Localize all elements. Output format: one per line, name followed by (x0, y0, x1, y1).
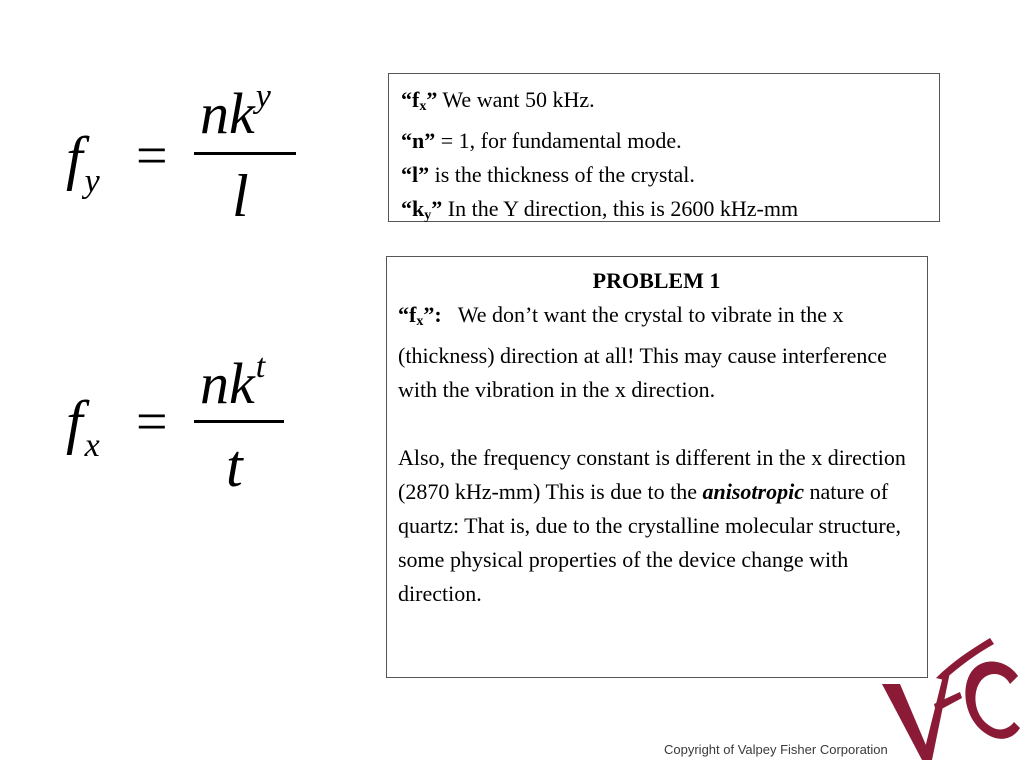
copyright-footer: Copyright of Valpey Fisher Corporation (664, 742, 888, 757)
equation-fy-equals: = (136, 125, 168, 187)
equation-fx-denominator: t (226, 433, 243, 499)
equation-fy-lhs: $f_y$ (66, 125, 100, 200)
definition-n: “n” = 1, for fundamental mode. (401, 128, 682, 153)
problem-paragraph-1: “$f_x$”: We don’t want the crystal to vibrate in the x (thickness) direction at all! This may cause interference with the vibration in the x direction. (398, 302, 893, 402)
problem-box (386, 256, 928, 678)
equation-fy-numerator-subscript: y (255, 78, 271, 115)
equation-fy-denominator: l (232, 163, 249, 229)
definition-l: “l” is the thickness of the crystal. (401, 162, 695, 187)
equation-fy-lhs-subscript: y (84, 163, 100, 200)
valpey-fisher-logo-icon (878, 632, 1024, 762)
equation-fx-lhs-subscript: x (84, 427, 100, 464)
equation-fx-fraction-bar (194, 420, 284, 423)
equation-fx-equals: = (136, 391, 168, 453)
equation-fx-numerator-subscript: t (255, 348, 266, 385)
equation-fx-numerator: $nk_t$ (200, 348, 266, 416)
definition-fx: “$f_x$” We want 50 kHz. (401, 87, 595, 114)
equation-fy-numerator: $nk_y$ (200, 78, 271, 146)
definitions-box (388, 73, 940, 222)
equation-fx (0, 0, 320, 520)
problem-paragraph-2: Also, the frequency constant is different in the x direction (2870 kHz-mm) This is due to the anisotropic nature of quartz: That is, due to the crystalline molecular structure, some physical properties of the device change with direction. (398, 445, 906, 606)
definition-ky: “$k_y$” In the Y direction, this is 2600 kHz-mm (401, 196, 799, 223)
equation-fx-lhs: $f_x$ (66, 389, 100, 464)
problem-title: PROBLEM 1 (592, 268, 721, 293)
